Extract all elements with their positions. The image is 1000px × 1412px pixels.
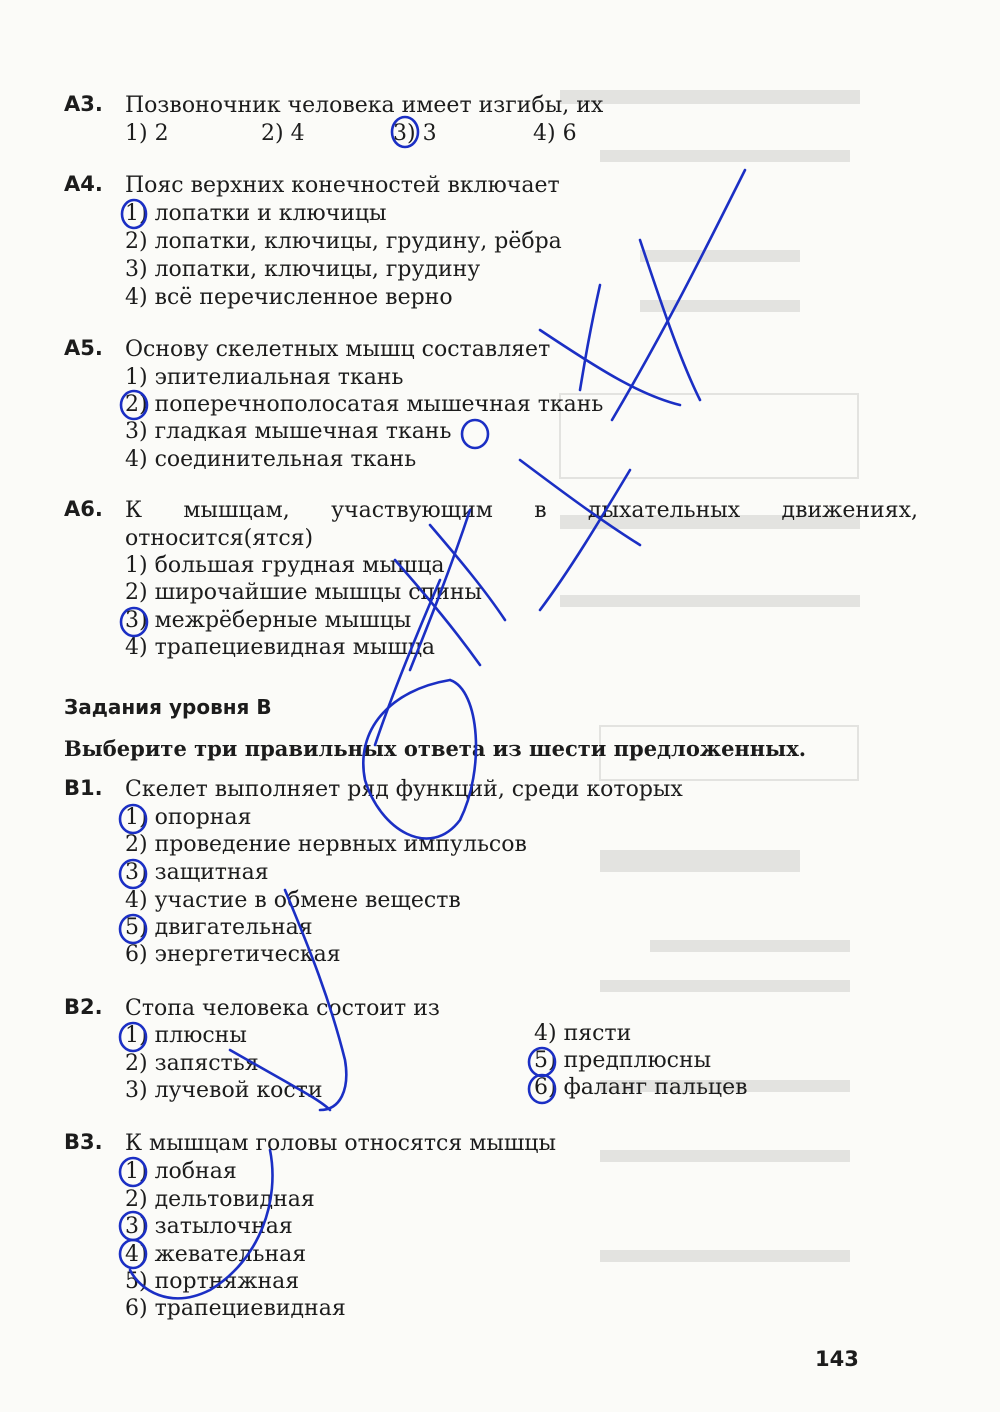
answer-option[interactable]: 2) широчайшие мышцы спины	[125, 580, 483, 605]
answer-option[interactable]: 4) трапециевидная мышца	[125, 635, 436, 660]
section-heading: Задания уровня В	[64, 695, 272, 719]
answer-option[interactable]: 3) затылочная	[125, 1214, 293, 1239]
answer-option[interactable]: 2) запястья	[125, 1051, 259, 1076]
answer-option[interactable]: 2) поперечнополосатая мышечная ткань	[125, 392, 604, 417]
answer-option[interactable]: 2) 4	[261, 121, 305, 146]
answer-option[interactable]: 1) 2	[125, 121, 169, 146]
answer-option[interactable]: 6) энергетическая	[125, 942, 341, 967]
pen-scribble	[640, 240, 700, 400]
answer-option[interactable]: 4) пясти	[534, 1021, 632, 1046]
question-number: А4.	[64, 172, 103, 196]
answer-option[interactable]: 5) предплюсны	[534, 1048, 712, 1073]
question-text: Стопа человека состоит из	[125, 996, 440, 1021]
answer-circle	[462, 420, 488, 448]
question-text: Скелет выполняет ряд функций, среди которых	[125, 777, 683, 802]
answer-option[interactable]: 3) 3	[393, 121, 437, 146]
question-text-continued: относится(ятся)	[125, 526, 314, 551]
question-text: Основу скелетных мышц составляет	[125, 337, 551, 362]
answer-option[interactable]: 3) лопатки, ключицы, грудину	[125, 257, 481, 282]
answer-option[interactable]: 4) жевательная	[125, 1242, 307, 1267]
answer-option[interactable]: 2) проведение нервных импульсов	[125, 832, 527, 857]
answer-option[interactable]: 1) эпителиальная ткань	[125, 365, 404, 390]
question-number: А3.	[64, 92, 103, 116]
question-text: К мышцам головы относятся мышцы	[125, 1131, 556, 1156]
answer-option[interactable]: 5) двигательная	[125, 915, 313, 940]
page-number: 143	[815, 1347, 859, 1371]
answer-option[interactable]: 3) гладкая мышечная ткань	[125, 419, 452, 444]
answer-option[interactable]: 1) плюсны	[125, 1023, 247, 1048]
answer-option[interactable]: 6) трапециевидная	[125, 1296, 346, 1321]
answer-option[interactable]: 1) лопатки и ключицы	[125, 201, 387, 226]
pen-scribble	[580, 285, 600, 390]
answer-option[interactable]: 2) дельтовидная	[125, 1187, 315, 1212]
answer-option[interactable]: 5) портняжная	[125, 1269, 300, 1294]
question-number: В1.	[64, 776, 103, 800]
answer-option[interactable]: 4) соединительная ткань	[125, 447, 417, 472]
answer-option[interactable]: 3) защитная	[125, 860, 269, 885]
section-instruction: Выберите три правильных ответа из шести предложенных.	[64, 736, 807, 761]
answer-option[interactable]: 3) межрёберные мышцы	[125, 608, 412, 633]
answer-option[interactable]: 1) опорная	[125, 805, 252, 830]
answer-option[interactable]: 4) участие в обмене веществ	[125, 888, 461, 913]
question-text: К мышцам, участвующим в дыхательных движениях,	[125, 498, 918, 523]
question-text: Пояс верхних конечностей включает	[125, 173, 560, 198]
answer-option[interactable]: 4) 6	[533, 121, 577, 146]
answer-option[interactable]: 6) фаланг пальцев	[534, 1075, 748, 1100]
question-number: В2.	[64, 995, 103, 1019]
answer-option[interactable]: 4) всё перечисленное верно	[125, 285, 453, 310]
answer-option[interactable]: 3) лучевой кости	[125, 1078, 323, 1103]
question-number: А5.	[64, 336, 103, 360]
pen-scribble	[612, 170, 745, 420]
answer-option[interactable]: 1) лобная	[125, 1159, 237, 1184]
pen-scribble	[540, 470, 630, 610]
answer-option[interactable]: 2) лопатки, ключицы, грудину, рёбра	[125, 229, 562, 254]
question-text: Позвоночник человека имеет изгибы, их	[125, 93, 604, 118]
answer-option[interactable]: 1) большая грудная мышца	[125, 553, 445, 578]
question-number: В3.	[64, 1130, 103, 1154]
question-number: А6.	[64, 497, 103, 521]
